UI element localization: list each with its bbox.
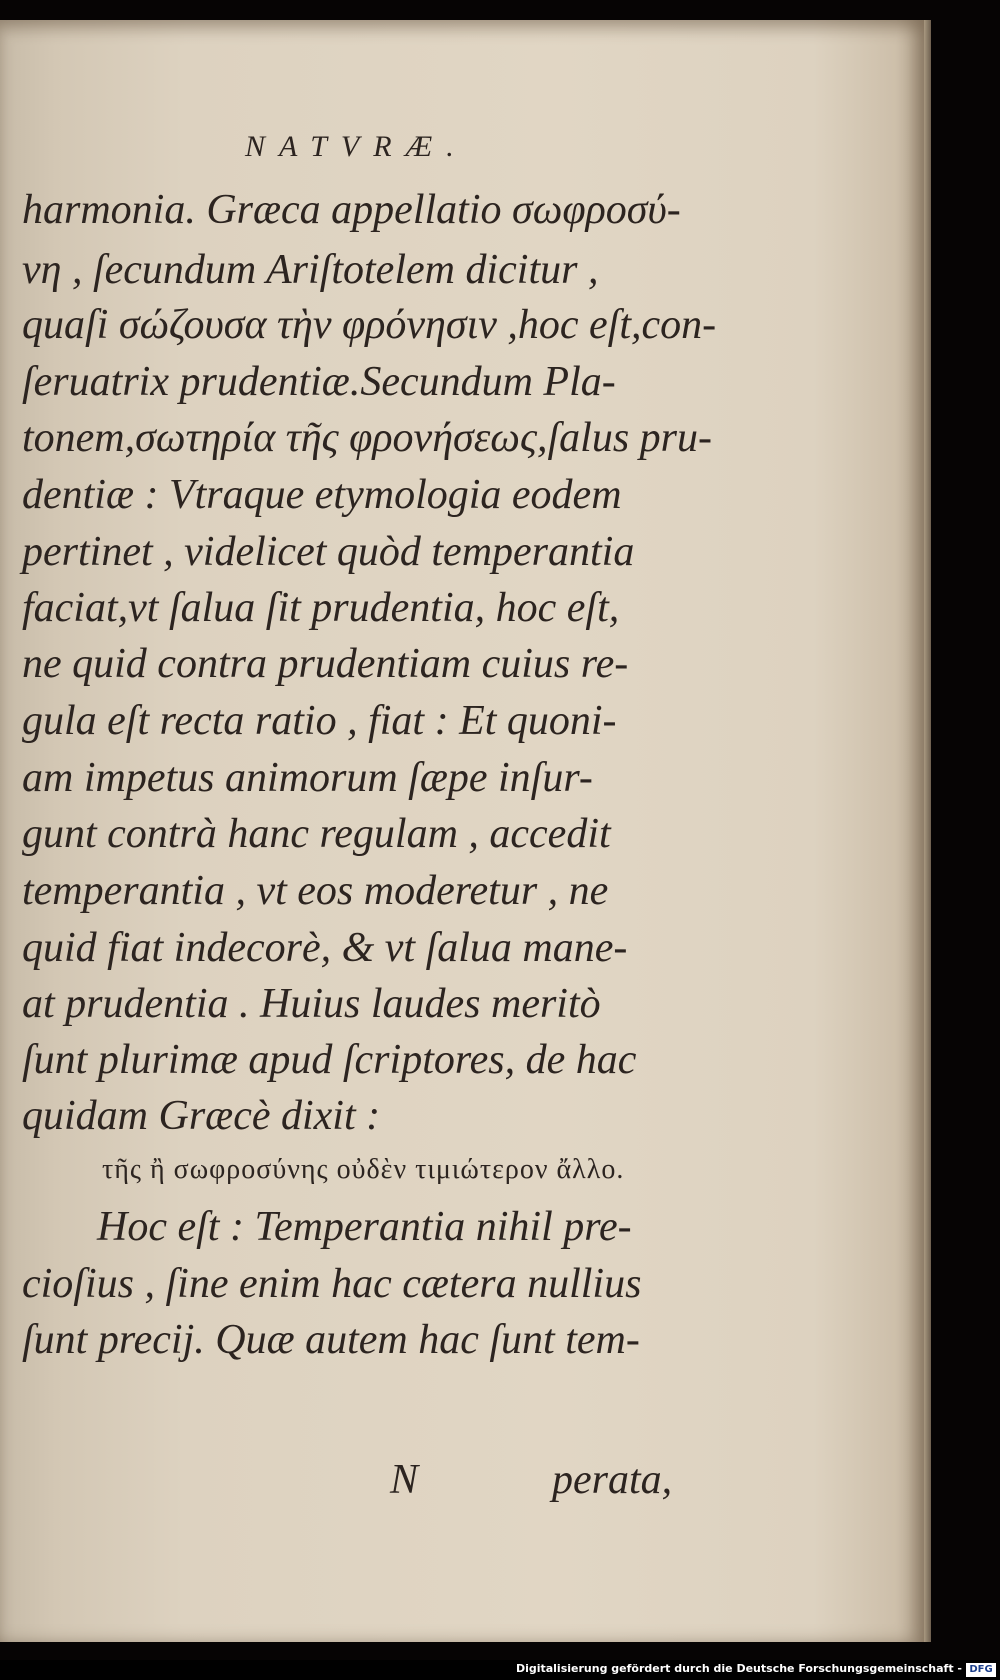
text-line: Hoc eſt : Temperantia nihil pre-	[97, 1204, 632, 1250]
text-line: gunt contrà hanc regulam , accedit	[22, 811, 611, 857]
dfg-logo: DFG	[966, 1663, 996, 1677]
text-line: ſunt plurimæ apud ſcriptores, de hac	[22, 1037, 637, 1083]
text-line: tonem,σωτηρία τῆς φρονήσεως,ſalus pru-	[22, 415, 713, 461]
footer-credit: Digitalisierung gefördert durch die Deutsche Forschungsgemeinschaft -	[515, 1662, 962, 1675]
text-line: ſunt precij. Quæ autem hac ſunt tem-	[22, 1317, 640, 1363]
text-line: cioſius , ſine enim hac cætera nullius	[22, 1261, 642, 1307]
text-line: ne quid contra prudentiam cuius re-	[22, 641, 629, 687]
text-line: faciat,vt ſalua ſit prudentia, hoc eſt,	[22, 585, 620, 631]
text-line: quid fiat indecorè, & vt ſalua mane-	[22, 925, 628, 971]
page-edge	[924, 20, 931, 1642]
text-line: temperantia , vt eos moderetur , ne	[22, 868, 609, 914]
catchword: perata,	[552, 1457, 673, 1503]
text-line: ſeruatrix prudentiæ.Secundum Pla-	[22, 359, 616, 405]
book-page	[0, 20, 924, 1642]
greek-verse: τῆς ἢ σωφροσύνης οὐδὲν τιμιώτερον ἄλλο.	[102, 1154, 625, 1185]
catchword-row	[22, 1450, 712, 1510]
text-line: dentiæ : Vtraque etymologia eodem	[22, 472, 622, 518]
text-line: pertinet , videlicet quòd temperantia	[22, 529, 635, 575]
signature-mark: N	[390, 1457, 419, 1503]
text-line: gula eſt recta ratio , fiat : Et quoni-	[22, 698, 617, 744]
text-line: quidam Græcè dixit :	[22, 1093, 381, 1139]
footer-bar	[0, 1660, 1000, 1680]
text-line: am impetus animorum ſæpe inſur-	[22, 755, 593, 801]
running-head: NATVRÆ.	[245, 130, 468, 163]
text-line: quaſi σώζουσα τὴν φρόνησιν ,hoc eſt,con-	[22, 302, 717, 348]
text-line: νη , ſecundum Ariſtotelem dicitur ,	[22, 247, 599, 293]
text-line: at prudentia . Huius laudes meritò	[22, 981, 601, 1027]
text-line: harmonia. Græca appellatio σωφροσύ-	[22, 187, 681, 233]
